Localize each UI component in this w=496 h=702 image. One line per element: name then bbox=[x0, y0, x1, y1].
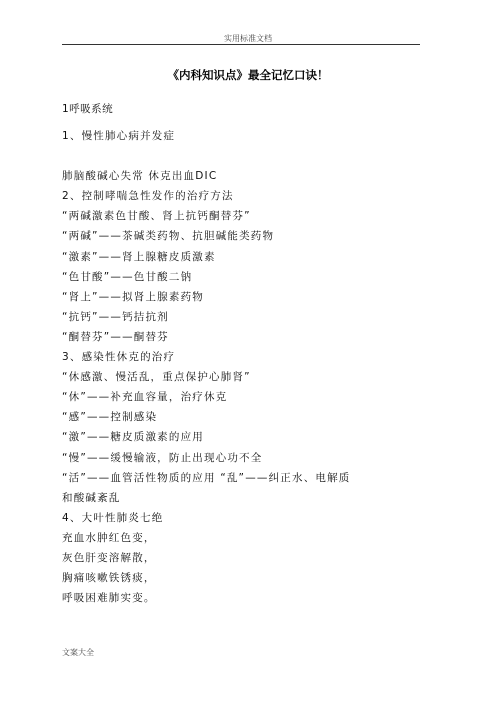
text-line: 肺脑酸碱心失常 休克出血DIC bbox=[62, 170, 218, 183]
text-line: “酮替芬”——酮替芬 bbox=[62, 330, 169, 343]
text-line: 1、慢性肺心病并发症 bbox=[62, 130, 176, 142]
text-line: “两碱”——茶碱类药物、抗胆碱能类药物 bbox=[62, 230, 275, 243]
body-text bbox=[62, 126, 432, 608]
text-line: “休”——补充血容量，治疗休克 bbox=[62, 391, 228, 404]
text-line: 灰色肝变溶解散， bbox=[62, 551, 156, 564]
header-rule bbox=[62, 44, 420, 45]
text-line: 3、感染性休克的治疗 bbox=[62, 351, 176, 364]
text-line: 充血水肿红色变， bbox=[62, 531, 156, 544]
text-line: “肾上”——拟肾上腺素药物 bbox=[62, 290, 204, 303]
text-line: “激素”——肾上腺糖皮质激素 bbox=[62, 250, 216, 263]
section-heading: 1呼吸系统 bbox=[62, 103, 114, 115]
text-line: 呼吸困难肺实变。 bbox=[62, 592, 156, 605]
text-line: 4、大叶性肺炎七绝 bbox=[62, 511, 164, 524]
text-line: “两碱激素色甘酸、肾上抗钙酮替芬” bbox=[62, 210, 251, 223]
text-line: “色甘酸”——色甘酸二钠 bbox=[62, 270, 193, 283]
text-line: “慢”——缓慢输液，防止出现心功不全 bbox=[62, 451, 263, 464]
text-line bbox=[62, 146, 432, 166]
text-line: “休感激、慢活乱，重点保护心肺肾” bbox=[62, 371, 251, 384]
page-footer: 文案大全 bbox=[62, 648, 94, 657]
text-line: 2、控制哮喘急性发作的治疗方法 bbox=[62, 190, 234, 203]
text-line: “活”——血管活性物质的应用 “乱”——纠正水、电解质 bbox=[62, 471, 351, 484]
page-header: 实用标准文档 bbox=[224, 34, 272, 43]
document-title: 《内科知识点》最全记忆口诀！ bbox=[167, 68, 329, 82]
text-line: “感”——控制感染 bbox=[62, 411, 158, 424]
text-line: 胸痛咳嗽铁锈痰， bbox=[62, 572, 156, 585]
text-line: “抗钙”——钙拮抗剂 bbox=[62, 310, 169, 323]
text-line: 和酸碱紊乱 bbox=[62, 491, 121, 504]
text-line: “激”——糖皮质激素的应用 bbox=[62, 431, 204, 444]
